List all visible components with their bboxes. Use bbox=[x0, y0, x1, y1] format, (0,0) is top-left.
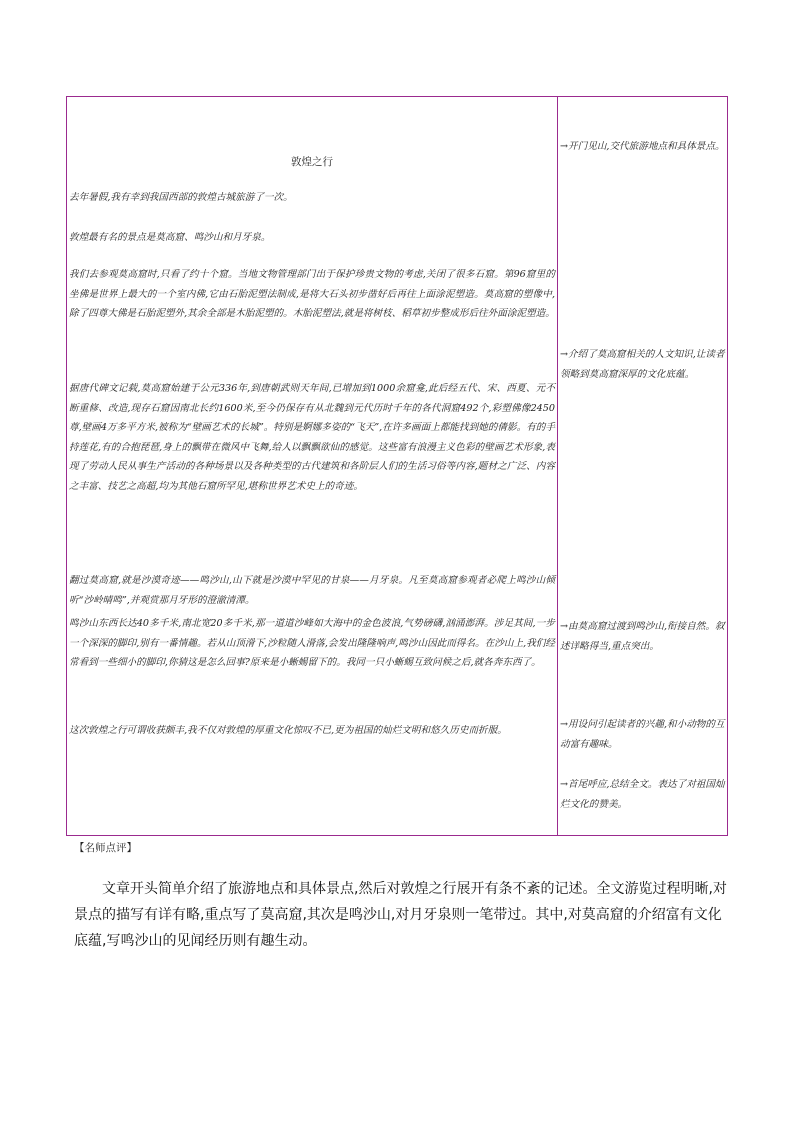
essay-paragraph-1: 去年暑假,我有幸到我国西部的敦煌古城旅游了一次。 bbox=[69, 192, 293, 203]
essay-paragraph-5: 翻过莫高窟,就是沙漠奇迹——鸣沙山,山下就是沙漠中罕见的甘泉——月牙泉。凡至莫高窟参观者必爬上鸣沙山倾听“沙岭晴鸣”,并观赏那月牙形的澄澈清潭。 bbox=[69, 575, 555, 606]
annotation-2: →介绍了莫高窟相关的人文知识,让读者领略到莫高窟深厚的文化底蕴。 bbox=[560, 349, 725, 380]
annotation-5: →首尾呼应,总结全文。表达了对祖国灿烂文化的赞美。 bbox=[560, 779, 725, 810]
annotation-3: →由莫高窟过渡到鸣沙山,衔接自然。叙述详略得当,重点突出。 bbox=[560, 621, 725, 652]
essay-paragraph-3: 我们去参观莫高窟时,只看了约十个窟。当地文物管理部门出于保护珍贵文物的考虑,关闭了很多石窟。第96窟里的坐佛是世界上最大的一个室内佛,它由石胎泥塑法制成,是将大石头初步凿好后再往上面涂泥塑造。莫高窟的塑像中,除了四尊大佛是石胎泥塑外,其余全部是木胎泥塑的。木胎泥塑法,就是将树枝、稻草初步整成形后往外面涂泥塑造。 bbox=[69, 269, 555, 319]
essay-paragraph-2: 敦煌最有名的景点是莫高窟、鸣沙山和月牙泉。 bbox=[69, 232, 271, 243]
essay-title: 敦煌之行 bbox=[291, 156, 333, 168]
essay-annotation-table bbox=[66, 96, 728, 836]
essay-paragraph-4: 据唐代碑文记载,莫高窟始建于公元336年,到唐朝武则天年间,已增加到1000余窟龛,此后经五代、宋、西夏、元不断重修、改造,现存石窟因南北长约1600米,至今仍保存有从北魏到元代历时千年的各代洞窟492个,彩塑佛像2450尊,壁画4万多平方米,被称为“壁画艺术的长城”。特别是婀娜多姿的“飞天”,在许多画面上都能找到她的倩影。有的手持莲花,有的合抱琵琶,身上的飘带在微风中飞舞,给人以飘飘欲仙的感觉。这些富有浪漫主义色彩的壁画艺术形象,表现了劳动人民从事生产活动的各种场景以及各种类型的古代建筑和各阶层人们的生活习俗等内容,题材之广泛、内容之丰富、技艺之高超,均为其他石窟所罕见,堪称世界艺术史上的奇迹。 bbox=[69, 383, 555, 492]
essay-column bbox=[67, 97, 557, 835]
annotation-4: →用设问引起读者的兴趣,和小动物的互动富有趣味。 bbox=[560, 719, 725, 750]
essay-paragraph-6: 鸣沙山东西长达40多千米,南北宽20多千米,那一道道沙峰如大海中的金色波浪,气势磅礴,汹涌澎湃。涉足其间,一步一个深深的脚印,别有一番情趣。若从山顶滑下,沙粒随人滑落,会发出隆隆响声,鸣沙山因此而得名。在沙山上,我们经常看到一些细小的脚印,你猜这是怎么回事?原来是小蜥蜴留下的。我同一只小蜥蜴互致问候之后,就各奔东西了。 bbox=[69, 618, 555, 668]
teacher-comment-body: 文章开头简单介绍了旅游地点和具体景点,然后对敦煌之行展开有条不紊的记述。全文游览过程明晰,对景点的描写有详有略,重点写了莫高窟,其次是鸣沙山,对月牙泉则一笔带过。其中,对莫高窟的介绍富有文化底蕴,写鸣沙山的见闻经历则有趣生动。 bbox=[74, 881, 727, 949]
essay-paragraph-7: 这次敦煌之行可谓收获颇丰,我不仅对敦煌的厚重文化惊叹不已,更为祖国的灿烂文明和悠久历史而折服。 bbox=[69, 725, 507, 736]
annotation-column bbox=[558, 97, 727, 835]
teacher-comment-heading: 【名师点评】 bbox=[74, 842, 137, 854]
annotation-1: →开门见山,交代旅游地点和具体景点。 bbox=[560, 141, 725, 152]
